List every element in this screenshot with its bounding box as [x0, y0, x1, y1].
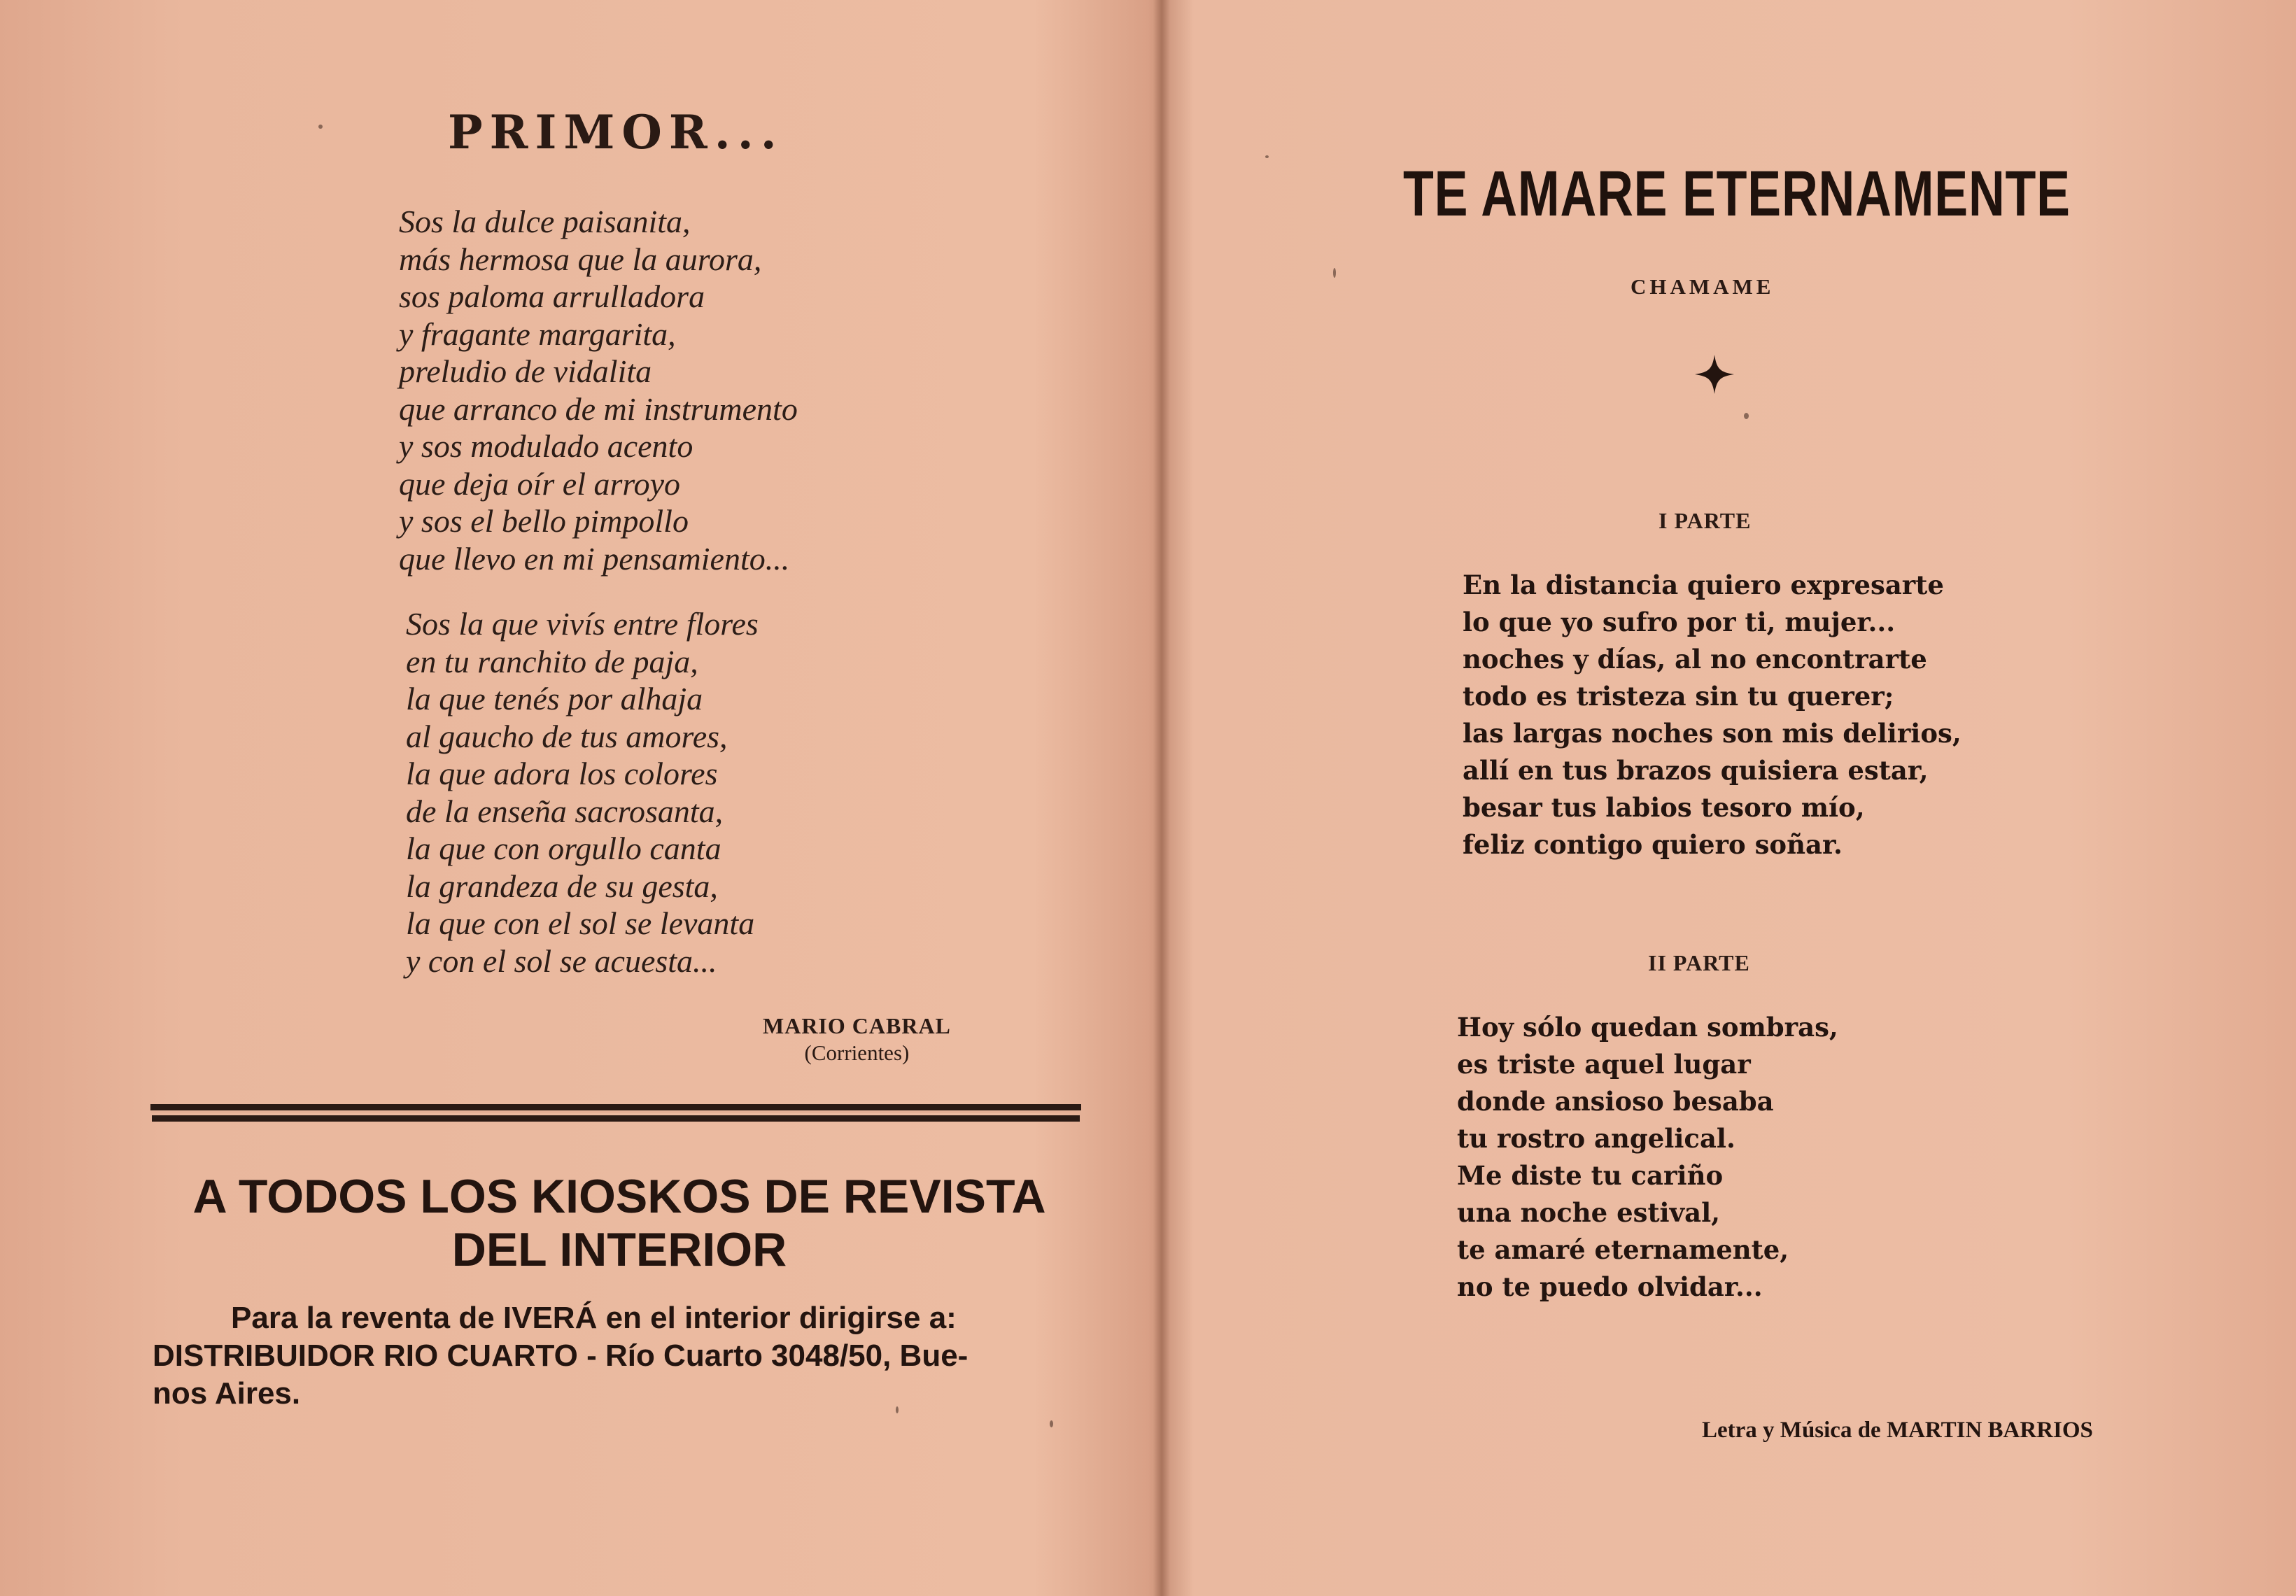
lyric-line: las largas noches son mis delirios, [1463, 718, 1962, 749]
poem-author-place: (Corrientes) [804, 1040, 910, 1065]
speck [896, 1406, 899, 1413]
poem-line: que llevo en mi pensamiento... [399, 540, 790, 577]
section-divider [150, 1104, 1081, 1113]
poem-line: más hermosa que la aurora, [399, 241, 762, 277]
lyric-line: es triste aquel lugar [1457, 1049, 1751, 1080]
poem-title: PRIMOR... [448, 105, 784, 160]
speck [1744, 413, 1749, 419]
poem-line: que deja oír el arroyo [399, 465, 681, 502]
poem-line: en tu ranchito de paja, [406, 643, 698, 679]
lyric-line: besar tus labios tesoro mío, [1463, 792, 1865, 823]
poem-line: y sos modulado acento [399, 428, 693, 464]
lyric-line: allí en tus brazos quisiera estar, [1463, 755, 1929, 786]
poem-line: Sos la dulce paisanita, [399, 204, 691, 239]
poem-line: de la enseña sacrosanta, [406, 793, 724, 829]
poem-line: y fragante margarita, [399, 316, 676, 352]
notice-body-line-3: nos Aires. [153, 1376, 301, 1411]
lyrics-part-1 [1463, 567, 1962, 863]
lyrics-part-2 [1457, 1009, 1838, 1306]
notice-title-line-1: A TODOS LOS KIOSKOS DE REVISTA [192, 1170, 1046, 1223]
lyric-line: noches y días, al no encontrarte [1463, 644, 1927, 675]
part-2-label: II PARTE [1648, 950, 1750, 975]
lyric-line: lo que yo sufro por ti, mujer... [1463, 607, 1896, 637]
speck [1050, 1420, 1053, 1427]
poem-line: sos paloma arrulladora [399, 278, 705, 314]
lyric-line: En la distancia quiero expresarte [1463, 570, 1944, 600]
poem-line: y sos el bello pimpollo [399, 503, 689, 539]
poem-line: la que adora los colores [406, 756, 718, 791]
lyric-line: todo es tristeza sin tu querer; [1463, 681, 1894, 712]
poem-author-block [763, 1013, 951, 1066]
lyric-line: no te puedo olvidar... [1457, 1271, 1763, 1302]
lyric-line: donde ansioso besaba [1457, 1086, 1774, 1117]
lyric-line: te amaré eternamente, [1457, 1234, 1789, 1265]
song-genre: CHAMAME [1631, 274, 1775, 299]
speck [1333, 268, 1336, 278]
poem-line: la que tenés por alhaja [406, 681, 703, 716]
notice-title-line-2: DEL INTERIOR [451, 1223, 787, 1276]
notice-body [153, 1299, 1097, 1413]
lyric-line: tu rostro angelical. [1457, 1123, 1735, 1154]
notice-title [147, 1170, 1092, 1276]
song-credits: Letra y Música de MARTIN BARRIOS [1702, 1418, 2093, 1443]
poem-author: MARIO CABRAL [763, 1013, 951, 1038]
poem-body [399, 203, 798, 979]
speck [318, 125, 323, 129]
poem-stanza-2 [406, 605, 759, 980]
notice-body-line-1: Para la reventa de IVERÁ en el interior dirigirse a: [231, 1301, 957, 1335]
poem-line: preludio de vidalita [399, 353, 652, 389]
lyric-line: feliz contigo quiero soñar. [1463, 829, 1843, 860]
notice-body-line-2: DISTRIBUIDOR RIO CUARTO - Río Cuarto 3048/50, Bue- [153, 1339, 969, 1373]
poem-line: al gaucho de tus amores, [406, 718, 728, 754]
lyric-line: Hoy sólo quedan sombras, [1457, 1012, 1838, 1043]
part-1-label: I PARTE [1658, 508, 1752, 533]
lyric-line: Me diste tu cariño [1457, 1160, 1724, 1191]
lyric-line: una noche estival, [1457, 1197, 1721, 1228]
poem-line: que arranco de mi instrumento [399, 390, 798, 427]
poem-line: Sos la que vivís entre flores [406, 606, 759, 642]
poem-line: la que con el sol se levanta [406, 905, 755, 941]
poem-stanza-1 [399, 203, 798, 577]
poem-line: y con el sol se acuesta... [406, 942, 717, 979]
four-point-star-icon [1693, 353, 1735, 395]
poem-line: la grandeza de su gesta, [406, 868, 718, 904]
poem-line: la que con orgullo canta [406, 831, 721, 866]
song-title: TE AMARE ETERNAMENTE [1403, 158, 2071, 229]
speck [1265, 155, 1269, 158]
